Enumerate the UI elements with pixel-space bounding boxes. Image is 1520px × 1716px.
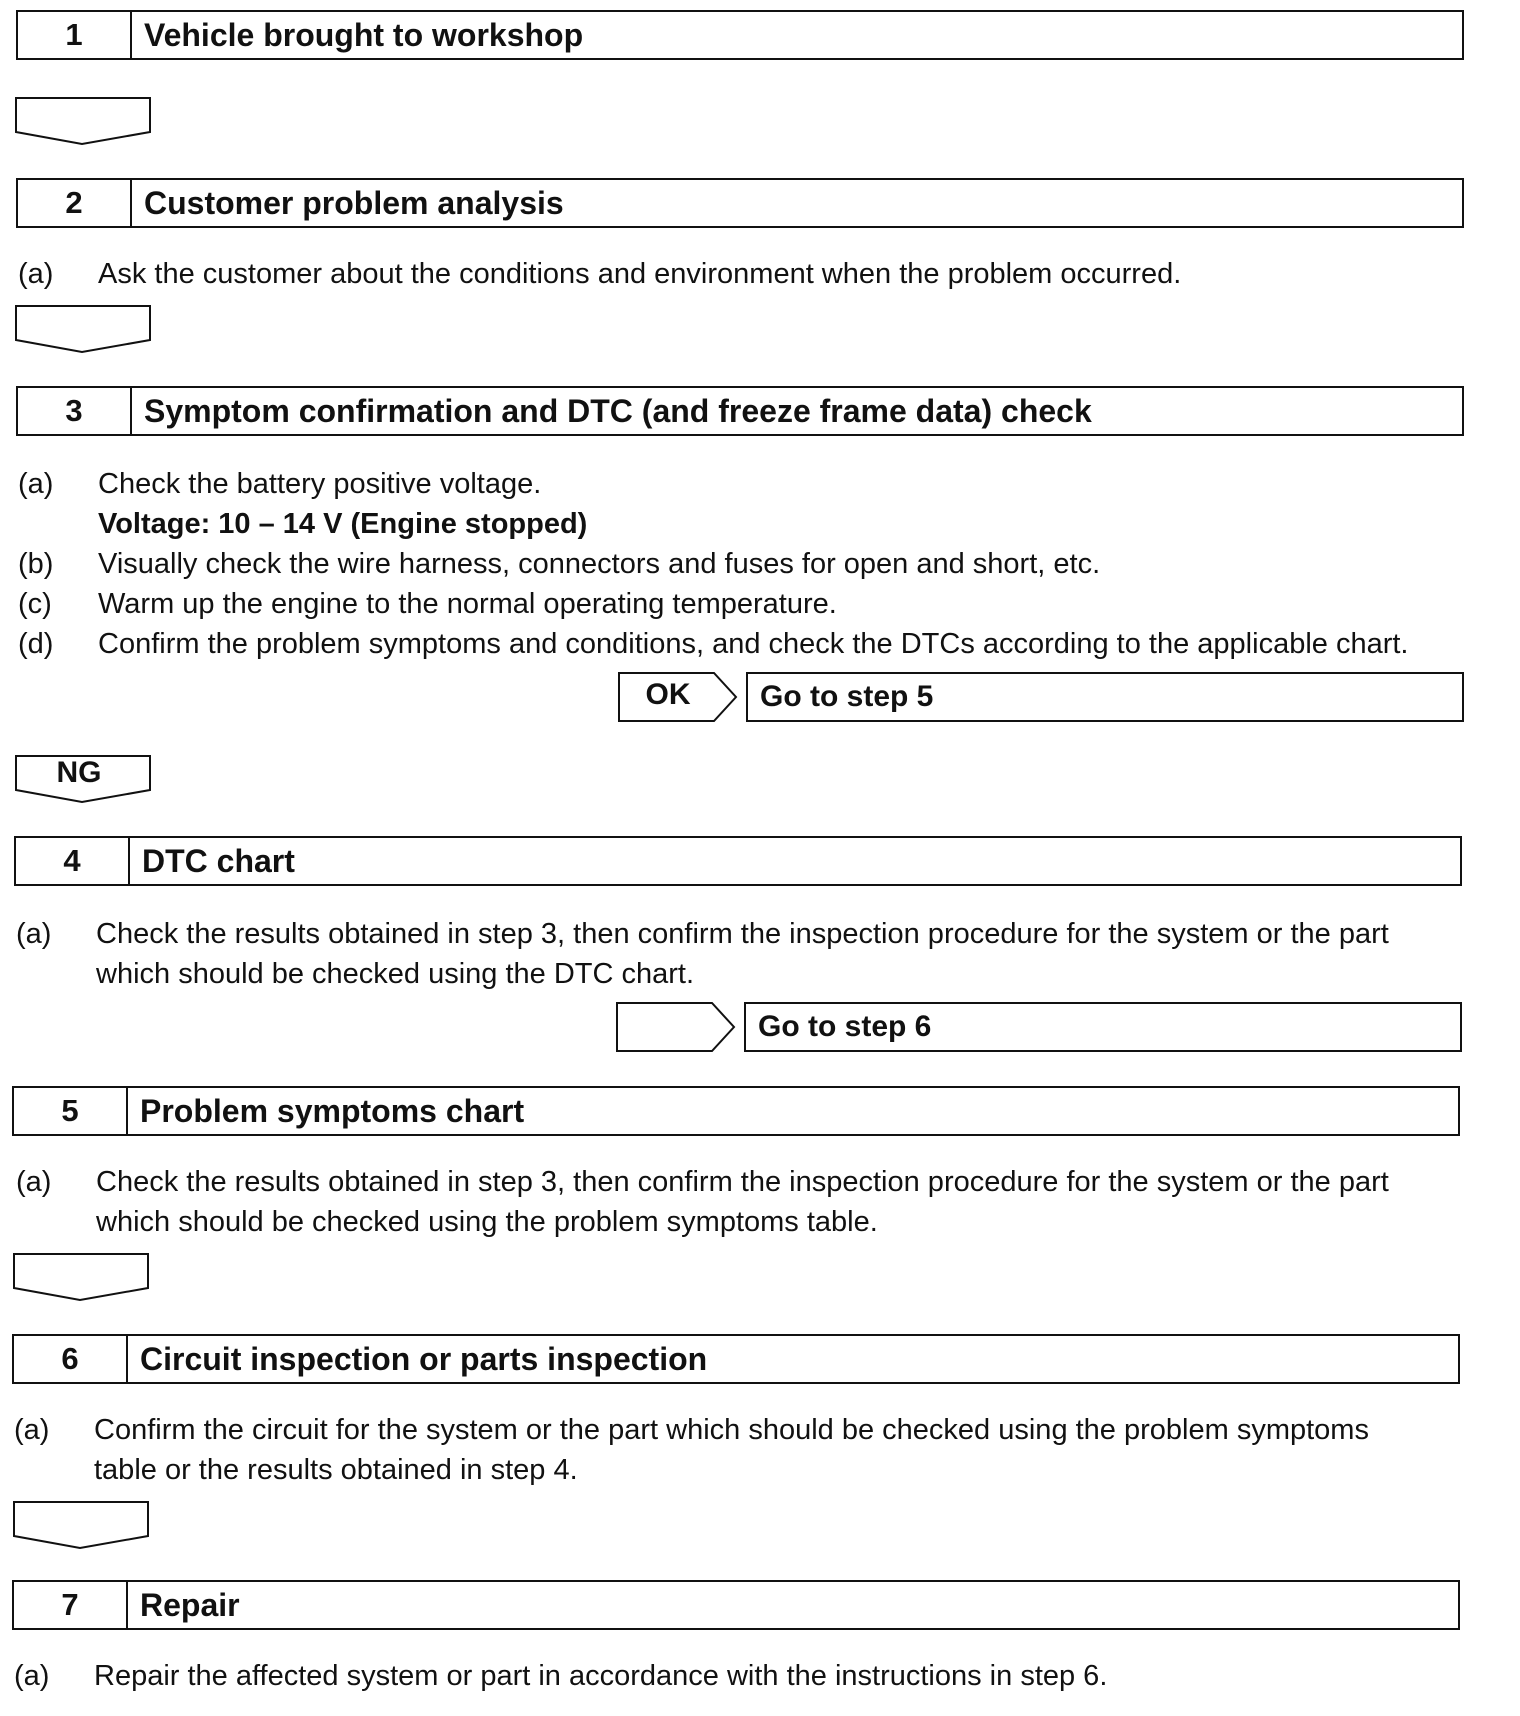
step-number: 1 [18,12,132,58]
step-number: 6 [14,1336,128,1382]
item-text: Check the results obtained in step 3, then confirm the inspection procedure for the system or the part [96,1166,1389,1198]
goto-step-6: Go to step 6 [744,1002,1462,1052]
item-text: Warm up the engine to the normal operating temperature. [98,588,837,620]
step-number: 5 [14,1088,128,1134]
step-number: 7 [14,1582,128,1628]
ok-label: OK [645,678,691,711]
item-text: Check the results obtained in step 3, then confirm the inspection procedure for the system or the part [96,918,1389,950]
ok-arrow [618,672,736,722]
item-label: (d) [18,628,54,660]
item-text: Confirm the circuit for the system or the part which should be checked using the problem symptoms [94,1414,1369,1446]
item-label: (a) [18,258,54,290]
flow-connector [14,304,150,354]
item-label: (a) [16,1166,52,1198]
step-title: DTC chart [142,842,295,879]
item-text: table or the results obtained in step 4. [94,1454,578,1486]
item-label: (a) [14,1414,50,1446]
item-text: Check the battery positive voltage. [98,468,542,500]
flow-connector [12,1252,148,1302]
item-text: Repair the affected system or part in accordance with the instructions in step 6. [94,1660,1108,1692]
step-title: Repair [140,1586,240,1623]
item-text: which should be checked using the problem symptoms table. [96,1206,878,1238]
flow-connector [14,96,150,146]
step-2-header [16,178,1464,228]
next-result [616,1002,1462,1052]
step-5-header [12,1086,1460,1136]
voltage-spec: Voltage: 10 – 14 V (Engine stopped) [98,508,588,540]
item-label: (a) [14,1660,50,1692]
flow-connector [12,1500,148,1550]
item-text: which should be checked using the DTC chart. [96,958,695,990]
step-3-header [16,386,1464,436]
step-6-header [12,1334,1460,1384]
step-title: Customer problem analysis [144,184,564,221]
step-title: Problem symptoms chart [140,1092,525,1129]
step-1-header [16,10,1464,60]
step-number: 4 [16,838,130,884]
step-number: 2 [18,180,132,226]
item-text: Visually check the wire harness, connectors and fuses for open and short, etc. [98,548,1101,580]
step-title: Circuit inspection or parts inspection [140,1340,708,1377]
result-arrow [616,1002,734,1052]
item-text: Confirm the problem symptoms and conditions, and check the DTCs according to the applicable chart. [98,628,1409,660]
step-4-header [14,836,1462,886]
step-title: Vehicle brought to workshop [144,16,584,53]
ng-label: NG [56,756,102,789]
item-label: (c) [18,588,52,620]
item-text: Ask the customer about the conditions and environment when the problem occurred. [98,258,1182,290]
step-title: Symptom confirmation and DTC (and freeze frame data) check [144,392,1092,429]
item-label: (a) [18,468,54,500]
item-label: (a) [16,918,52,950]
ng-connector [14,754,150,804]
step-7-header [12,1580,1460,1630]
goto-step-5: Go to step 5 [746,672,1464,722]
ok-result [618,672,1464,722]
step-number: 3 [18,388,132,434]
item-label: (b) [18,548,54,580]
